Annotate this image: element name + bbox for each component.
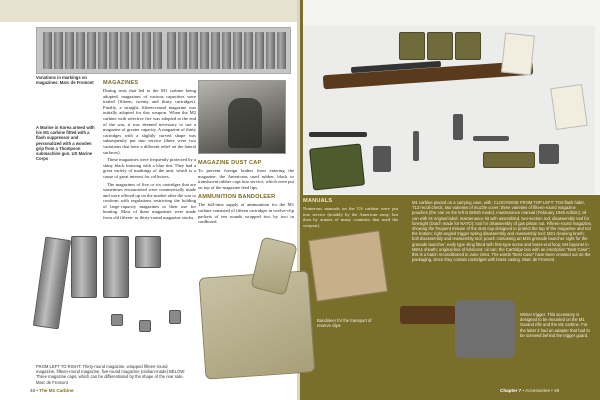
left-book-title: The M1 Carbine bbox=[39, 388, 74, 393]
winter-trigger-photo bbox=[455, 300, 515, 358]
bandoleer-body: The full-time supply of ammunition for the M1 carbine consisted of fifteen cartridges in twelve-clip packets of ten rounds wrapped two by two in cardboard. bbox=[198, 202, 294, 225]
left-page-number: 48 bbox=[30, 388, 36, 393]
manuals-body: Numerous manuals on the US carbine were put into service (notably by the American army, but then by armies of many countries that used the weapon). bbox=[303, 206, 398, 228]
caption-variations: Variations in markings on magazines. Marc de Fromont bbox=[36, 75, 94, 86]
magazines-section bbox=[103, 80, 196, 221]
caption-m1-kit: M1 carbine placed on a carrying case, with, CLOCKWISE FROM TOP LEFT: TO2-flash hider, T13 recoil check; two varieties of muzzle cover; three varieties of fifteen-round magazine pouches (the one on the left is British made); maintenance manual (February 1945 edition); oil can with its original label; maintenance kit with assembled, two-section rod; disassembly tool for foresight (Dutch made for NATO); tool for disassembly of gas piston nut. Fifteen-round magazine, showing the frequent misuse of the dust cap designed to protect the top of the magazine and not the bottom; right-angled trigger spring disassembly and reassembly tool; M21 cleaning brush; bolt disassembly and reassembly tool; pouch containing an M15 grenade launcher sight for the grenade launcher; early type sling fitted with first-type screw and brass-end loop; M4 bayonet in M8A1 sheath; original box of lubricant; oil can; the Cartridge box with an inscription “Best Case”; this is a batch reconditioned in June 1944. The words “Best Case” have been crossed out on the packaging, since they contain cartridges with brass casing. Marc de Fromont bbox=[412, 200, 592, 263]
magazines-paragraph-2: These magazines were frequently protected by a shiny black bruising with a blue tint. They had a great variety of markings of the unit, which is a cause of great interest for collectors. bbox=[103, 157, 196, 179]
bandoleer-heading: AMMUNITION BANDOLEER bbox=[198, 194, 276, 201]
manuals-section bbox=[303, 198, 398, 228]
dust-cap-heading: MAGAZINE DUST CAP bbox=[198, 160, 262, 166]
right-page-number: 49 bbox=[554, 388, 560, 393]
magazine-markings-photo bbox=[36, 27, 291, 74]
caption-marine: A Marine in Korea armed with his M1 carbine fitted with a flash suppressor and personalized with a wooden grip from a Thompson submachine gun. US Marine Corps bbox=[36, 125, 95, 162]
marine-figure bbox=[228, 98, 262, 148]
rifle-stock-photo bbox=[400, 306, 456, 324]
m1-carbine-kit-photo bbox=[303, 26, 595, 194]
right-section: Accessories bbox=[525, 388, 550, 393]
caption-bandoleer: Bandoleer for the transport of reserve clips bbox=[317, 318, 372, 329]
magazines-paragraph-1: During tests that led to the M1 carbine being adopted, magazines of various capacities were trialed (fifteen, twenty and thirty cartridges). Finally, a straight, fifteen-round magazine was initially adopted for this weapon. When the M2 carbine with selective fire was adopted at the end of the war, it was deemed necessary to use a magazine of greater capacity. A magazine of thirty cartridges with a slightly curved shape was subsequently put into service (there were two variations that have a different relief on the lateral surfaces). bbox=[103, 88, 196, 155]
bandoleer-photo bbox=[196, 240, 316, 380]
caption-left-to-right: FROM LEFT TO RIGHT: Thirty-round magazine, wrapped fifteen-round magazine, fifteen-round magazine, five-round magazine (civilian-made) BELOW: Three magazine caps, which can be differentiated by the shape of the rear side. Marc de Fromont bbox=[36, 364, 186, 385]
manuals-heading: MANUALS bbox=[303, 198, 333, 204]
footer-right: Chapter 7 • Accessories • 49 bbox=[500, 388, 560, 393]
dust-cap-body: To prevent foreign bodies from entering the magazine, the Americans used rubber, black or translucent rubber caps into service, which were put on top of the magazine feed lips. bbox=[198, 168, 294, 190]
magazines-paragraph-3: The magazines of five or six cartridges that are sometimes encountered were commercially made and were offered up on the market after the war to conform with regulations restricting the holding of large-capacity magazines or their use for hunting. Most of these magazines were made from old fifteen- or thirty-round magazine stocks. bbox=[103, 181, 196, 221]
dust-cap-section bbox=[198, 160, 294, 225]
magazines-photo bbox=[35, 232, 185, 344]
footer-left: 48 • The M1 Carbine bbox=[30, 388, 74, 393]
right-chapter: Chapter 7 bbox=[500, 388, 522, 393]
magazines-heading: MAGAZINES bbox=[103, 80, 139, 86]
reserve-clips-photo bbox=[308, 230, 388, 301]
caption-trigger: Winter trigger. This accessory is designed to be mounted on the M1 Garand rifle and the M1 carbine. For the latter it had an adapter that had to be screwed behind the trigger guard. bbox=[520, 312, 590, 338]
